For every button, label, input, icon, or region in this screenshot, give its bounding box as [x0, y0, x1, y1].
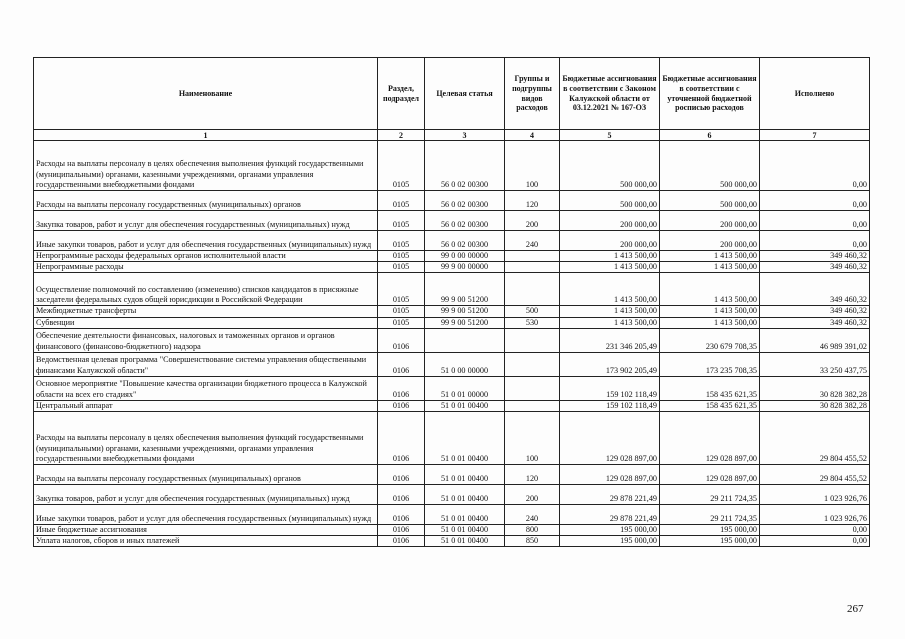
row-refined-allocation: 173 235 708,35: [660, 352, 760, 376]
table-row: [34, 306, 870, 317]
table-body: [34, 141, 870, 547]
row-expense-group: 120: [505, 191, 560, 211]
header-refined-allocations: Бюджетные ассигнования в соответствии с уточненной бюджетной росписью расходов: [660, 58, 760, 130]
row-target-article: 51 0 01 00400: [425, 485, 505, 505]
table-row: [34, 485, 870, 505]
row-executed: 0,00: [760, 536, 870, 547]
row-target-article: [425, 328, 505, 352]
row-expense-group: 100: [505, 141, 560, 191]
row-refined-allocation: 200 000,00: [660, 231, 760, 251]
row-expense-group: [505, 328, 560, 352]
column-number: 3: [425, 130, 505, 141]
row-name: Основное мероприятие "Повышение качества организации бюджетного процесса в Калужской области на всех его стадиях": [34, 376, 378, 400]
row-target-article: 99 9 00 51200: [425, 306, 505, 317]
row-law-allocation: 1 413 500,00: [560, 262, 660, 273]
row-name: Межбюджетные трансферты: [34, 306, 378, 317]
row-refined-allocation: 195 000,00: [660, 525, 760, 536]
row-expense-group: 800: [505, 525, 560, 536]
row-section: 0106: [378, 485, 425, 505]
row-law-allocation: 231 346 205,49: [560, 328, 660, 352]
row-executed: 1 023 926,76: [760, 485, 870, 505]
row-executed: 349 460,32: [760, 262, 870, 273]
row-section: 0105: [378, 273, 425, 306]
row-expense-group: 530: [505, 317, 560, 328]
row-name: Закупка товаров, работ и услуг для обеспечения государственных (муниципальных) нужд: [34, 211, 378, 231]
row-name: Иные закупки товаров, работ и услуг для обеспечения государственных (муниципальных) нужд: [34, 231, 378, 251]
row-refined-allocation: 500 000,00: [660, 141, 760, 191]
row-executed: 0,00: [760, 231, 870, 251]
row-law-allocation: 195 000,00: [560, 525, 660, 536]
row-name: Ведомственная целевая программа "Совершенствование системы управления общественными финансами Калужской области": [34, 352, 378, 376]
row-executed: 0,00: [760, 211, 870, 231]
row-section: 0106: [378, 352, 425, 376]
row-section: 0106: [378, 412, 425, 465]
row-name: Непрограммные расходы федеральных органов исполнительной власти: [34, 251, 378, 262]
table-row: [34, 317, 870, 328]
row-section: 0106: [378, 465, 425, 485]
row-expense-group: [505, 273, 560, 306]
budget-execution-table: [33, 57, 870, 547]
table-row: [34, 273, 870, 306]
row-target-article: 99 9 00 00000: [425, 262, 505, 273]
row-law-allocation: 195 000,00: [560, 536, 660, 547]
row-refined-allocation: 158 435 621,35: [660, 400, 760, 411]
row-executed: 30 828 382,28: [760, 376, 870, 400]
column-number: 6: [660, 130, 760, 141]
row-expense-group: 500: [505, 306, 560, 317]
row-expense-group: [505, 376, 560, 400]
table-row: [34, 525, 870, 536]
row-target-article: 99 9 00 51200: [425, 273, 505, 306]
row-target-article: 51 0 01 00400: [425, 536, 505, 547]
row-executed: 349 460,32: [760, 251, 870, 262]
row-executed: 349 460,32: [760, 317, 870, 328]
row-target-article: 56 0 02 00300: [425, 211, 505, 231]
header-executed: Исполнено: [760, 58, 870, 130]
table-row: [34, 536, 870, 547]
row-target-article: 99 0 00 00000: [425, 251, 505, 262]
row-section: 0106: [378, 525, 425, 536]
row-section: 0105: [378, 251, 425, 262]
row-refined-allocation: 29 211 724,35: [660, 505, 760, 525]
row-law-allocation: 500 000,00: [560, 141, 660, 191]
row-law-allocation: 200 000,00: [560, 211, 660, 231]
row-name: Расходы на выплаты персоналу государственных (муниципальных) органов: [34, 191, 378, 211]
row-section: 0106: [378, 505, 425, 525]
row-expense-group: 100: [505, 412, 560, 465]
row-name: Закупка товаров, работ и услуг для обеспечения государственных (муниципальных) нужд: [34, 485, 378, 505]
row-refined-allocation: 129 028 897,00: [660, 412, 760, 465]
row-expense-group: 850: [505, 536, 560, 547]
table-row: [34, 400, 870, 411]
row-law-allocation: 500 000,00: [560, 191, 660, 211]
table-row: [34, 191, 870, 211]
row-section: 0106: [378, 400, 425, 411]
row-refined-allocation: 230 679 708,35: [660, 328, 760, 352]
row-name: Субвенции: [34, 317, 378, 328]
row-refined-allocation: 1 413 500,00: [660, 317, 760, 328]
row-refined-allocation: 1 413 500,00: [660, 273, 760, 306]
row-target-article: 51 0 01 00000: [425, 376, 505, 400]
row-law-allocation: 1 413 500,00: [560, 317, 660, 328]
column-number: 7: [760, 130, 870, 141]
row-section: 0106: [378, 328, 425, 352]
row-target-article: 99 9 00 51200: [425, 317, 505, 328]
table-row: [34, 141, 870, 191]
row-target-article: 56 0 02 00300: [425, 191, 505, 211]
row-refined-allocation: 129 028 897,00: [660, 465, 760, 485]
row-target-article: 51 0 00 00000: [425, 352, 505, 376]
column-number-row: [34, 130, 870, 141]
row-refined-allocation: 500 000,00: [660, 191, 760, 211]
row-section: 0106: [378, 376, 425, 400]
row-executed: 0,00: [760, 525, 870, 536]
row-name: Непрограммные расходы: [34, 262, 378, 273]
row-expense-group: 240: [505, 231, 560, 251]
row-expense-group: [505, 262, 560, 273]
row-law-allocation: 1 413 500,00: [560, 251, 660, 262]
row-executed: 1 023 926,76: [760, 505, 870, 525]
row-name: Иные закупки товаров, работ и услуг для обеспечения государственных (муниципальных) нужд: [34, 505, 378, 525]
row-name: Осуществление полномочий по составлению (изменению) списков кандидатов в присяжные заседатели федеральных судов общей юрисдикции в Российской Федерации: [34, 273, 378, 306]
row-name: Расходы на выплаты персоналу государственных (муниципальных) органов: [34, 465, 378, 485]
column-number: 1: [34, 130, 378, 141]
row-target-article: 51 0 01 00400: [425, 505, 505, 525]
row-executed: 33 250 437,75: [760, 352, 870, 376]
row-law-allocation: 29 878 221,49: [560, 485, 660, 505]
row-section: 0105: [378, 231, 425, 251]
row-refined-allocation: 195 000,00: [660, 536, 760, 547]
row-expense-group: [505, 400, 560, 411]
row-executed: 349 460,32: [760, 273, 870, 306]
row-law-allocation: 159 102 118,49: [560, 400, 660, 411]
table-row: [34, 465, 870, 485]
row-refined-allocation: 1 413 500,00: [660, 306, 760, 317]
table-row: [34, 352, 870, 376]
row-executed: 46 989 391,02: [760, 328, 870, 352]
column-number: 5: [560, 130, 660, 141]
row-expense-group: 120: [505, 465, 560, 485]
row-expense-group: [505, 352, 560, 376]
row-name: Уплата налогов, сборов и иных платежей: [34, 536, 378, 547]
row-law-allocation: 173 902 205,49: [560, 352, 660, 376]
row-section: 0105: [378, 211, 425, 231]
row-expense-group: [505, 251, 560, 262]
row-name: Расходы на выплаты персоналу в целях обеспечения выполнения функций государственными (муниципальными) органами, казенными учреждениями, органами управления государственными внебюджетными фондами: [34, 141, 378, 191]
row-law-allocation: 129 028 897,00: [560, 465, 660, 485]
row-refined-allocation: 1 413 500,00: [660, 251, 760, 262]
row-target-article: 51 0 01 00400: [425, 412, 505, 465]
row-executed: 0,00: [760, 191, 870, 211]
row-executed: 30 828 382,28: [760, 400, 870, 411]
row-refined-allocation: 29 211 724,35: [660, 485, 760, 505]
table-row: [34, 231, 870, 251]
column-number: 2: [378, 130, 425, 141]
row-target-article: 51 0 01 00400: [425, 525, 505, 536]
table-row: [34, 328, 870, 352]
row-expense-group: 200: [505, 485, 560, 505]
row-target-article: 56 0 02 00300: [425, 141, 505, 191]
header-row: [34, 58, 870, 130]
row-target-article: 51 0 01 00400: [425, 465, 505, 485]
row-refined-allocation: 1 413 500,00: [660, 262, 760, 273]
table-row: [34, 505, 870, 525]
row-refined-allocation: 158 435 621,35: [660, 376, 760, 400]
row-law-allocation: 129 028 897,00: [560, 412, 660, 465]
row-law-allocation: 200 000,00: [560, 231, 660, 251]
table-row: [34, 262, 870, 273]
row-name: Обеспечение деятельности финансовых, налоговых и таможенных органов и органов финансового (финансово-бюджетного) надзора: [34, 328, 378, 352]
row-section: 0105: [378, 141, 425, 191]
table-row: [34, 376, 870, 400]
row-section: 0105: [378, 191, 425, 211]
row-section: 0105: [378, 306, 425, 317]
row-executed: 29 804 455,52: [760, 465, 870, 485]
row-law-allocation: 159 102 118,49: [560, 376, 660, 400]
header-target-article: Целевая статья: [425, 58, 505, 130]
row-name: Иные бюджетные ассигнования: [34, 525, 378, 536]
row-section: 0105: [378, 262, 425, 273]
header-name: Наименование: [34, 58, 378, 130]
row-law-allocation: 1 413 500,00: [560, 273, 660, 306]
row-target-article: 56 0 02 00300: [425, 231, 505, 251]
row-executed: 0,00: [760, 141, 870, 191]
column-number: 4: [505, 130, 560, 141]
header-section: Раздел, подраздел: [378, 58, 425, 130]
row-section: 0106: [378, 536, 425, 547]
row-name: Расходы на выплаты персоналу в целях обеспечения выполнения функций государственными (муниципальными) органами, казенными учреждениями, органами управления государственными внебюджетными фондами: [34, 412, 378, 465]
row-expense-group: 240: [505, 505, 560, 525]
row-law-allocation: 29 878 221,49: [560, 505, 660, 525]
row-executed: 349 460,32: [760, 306, 870, 317]
table-row: [34, 412, 870, 465]
page-number: 267: [847, 603, 864, 615]
header-law-allocations: Бюджетные ассигнования в соответствии с Законом Калужской области от 03.12.2021 № 167-ОЗ: [560, 58, 660, 130]
table-row: [34, 251, 870, 262]
row-refined-allocation: 200 000,00: [660, 211, 760, 231]
row-section: 0105: [378, 317, 425, 328]
row-expense-group: 200: [505, 211, 560, 231]
header-expense-group: Группы и подгруппы видов расходов: [505, 58, 560, 130]
table-row: [34, 211, 870, 231]
row-law-allocation: 1 413 500,00: [560, 306, 660, 317]
row-executed: 29 804 455,52: [760, 412, 870, 465]
row-name: Центральный аппарат: [34, 400, 378, 411]
row-target-article: 51 0 01 00400: [425, 400, 505, 411]
